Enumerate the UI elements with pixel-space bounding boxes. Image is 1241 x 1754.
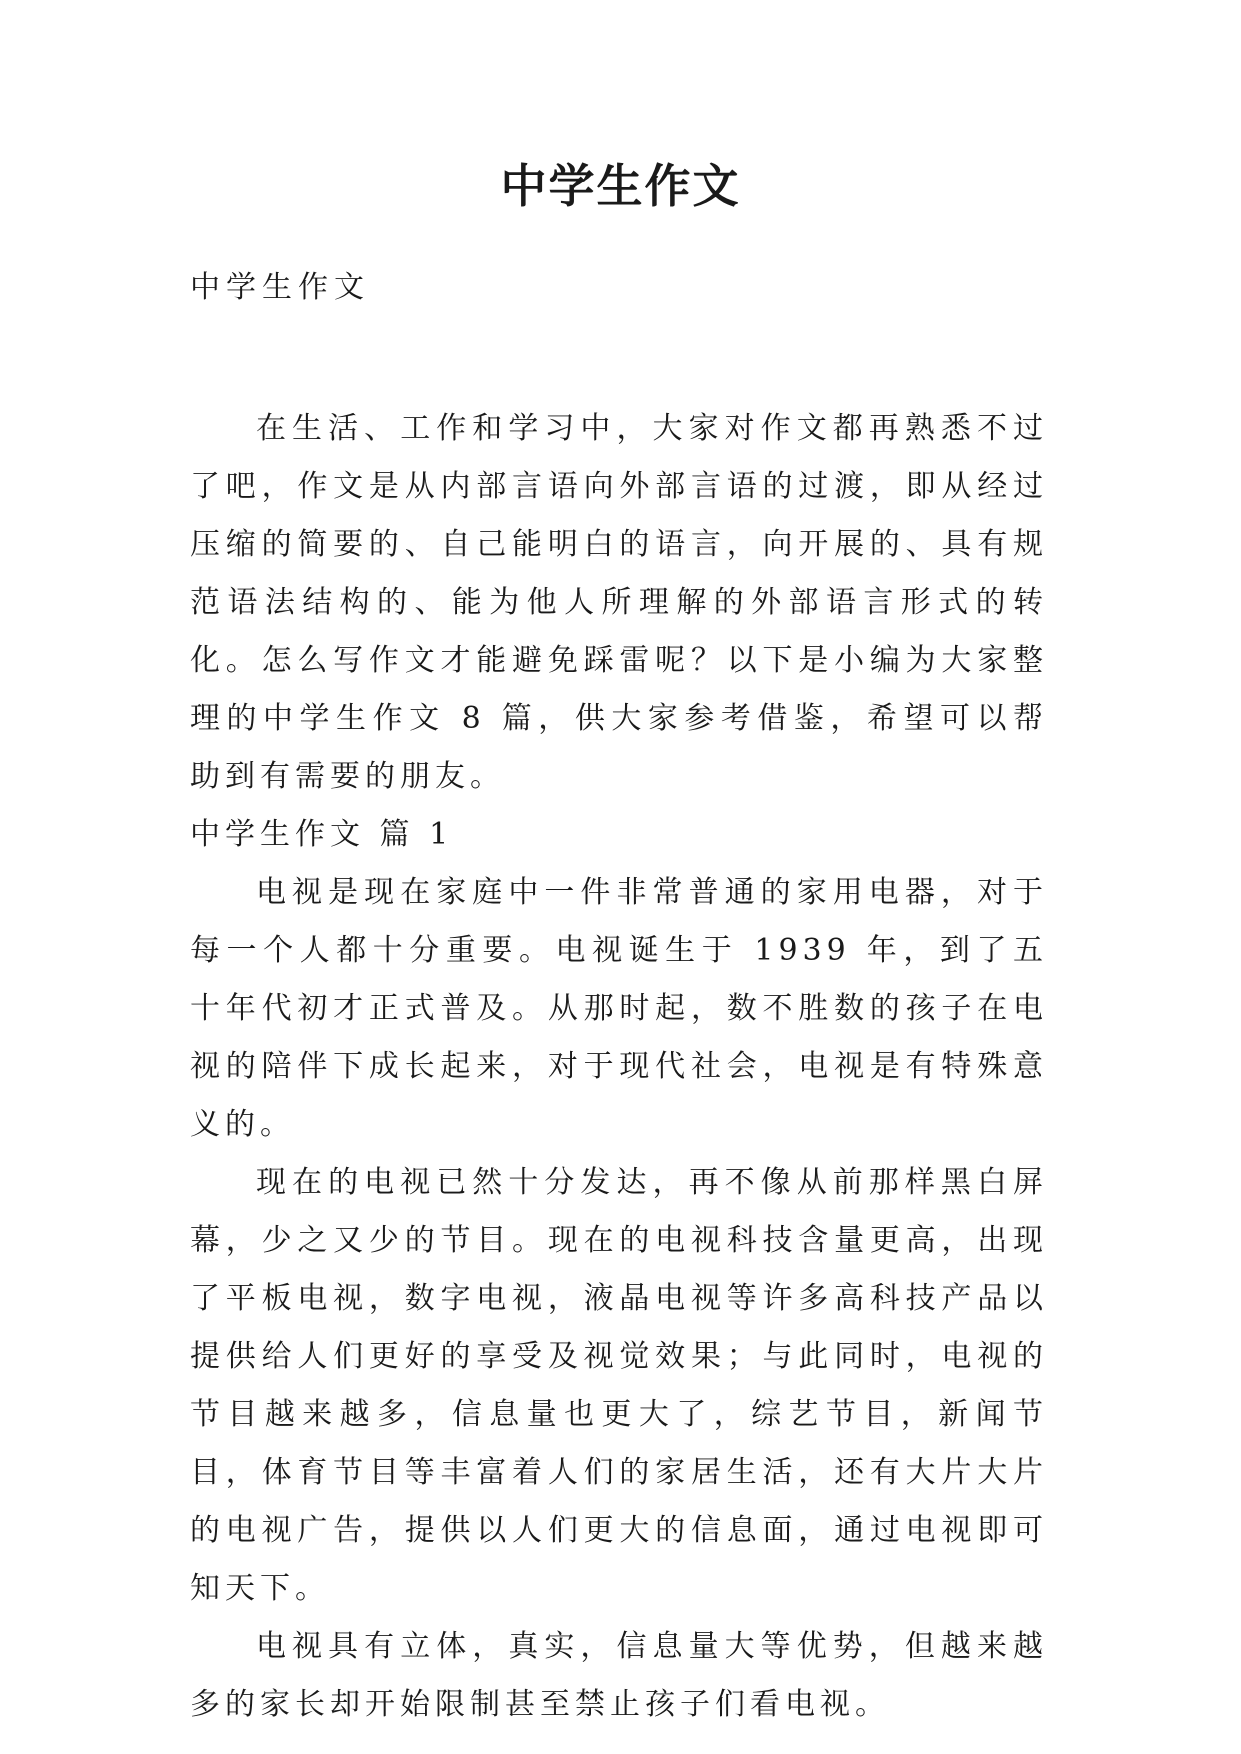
document-subtitle: 中学生作文	[190, 270, 370, 305]
body-paragraph: 现在的电视已然十分发达，再不像从前那样黑白屏幕，少之又少的节目。现在的电视科技含量更高，出现了平板电视，数字电视，液晶电视等许多高科技产品以提供给人们更好的享受及视觉效果；与此同时，电视的节目越来越多，信息量也更大了，综艺节目，新闻节目，体育节目等丰富着人们的家居生活，还有大片大片的电视广告，提供以人们更大的信息面，通过电视即可知天下。	[190, 1165, 1048, 1606]
body-paragraph: 电视是现在家庭中一件非常普通的家用电器，对于每一个人都十分重要。电视诞生于 1939 年，到了五十年代初才正式普及。从那时起，数不胜数的孩子在电视的陪伴下成长起来，对于现代社会，电视是有特殊意义的。	[190, 875, 1048, 1142]
intro-paragraph: 在生活、工作和学习中，大家对作文都再熟悉不过了吧，作文是从内部言语向外部言语的过渡，即从经过压缩的简要的、自己能明白的语言，向开展的、具有规范语法结构的、能为他人所理解的外部语言形式的转化。怎么写作文才能避免踩雷呢？以下是小编为大家整理的中学生作文 8 篇，供大家参考借鉴，希望可以帮助到有需要的朋友。	[190, 411, 1048, 794]
document-title: 中学生作文	[500, 159, 741, 213]
section-heading: 中学生作文 篇 1	[190, 817, 454, 852]
body-paragraph: 电视具有立体，真实，信息量大等优势，但越来越多的家长却开始限制甚至禁止孩子们看电视。	[190, 1629, 1048, 1722]
document-body	[190, 400, 1048, 1734]
